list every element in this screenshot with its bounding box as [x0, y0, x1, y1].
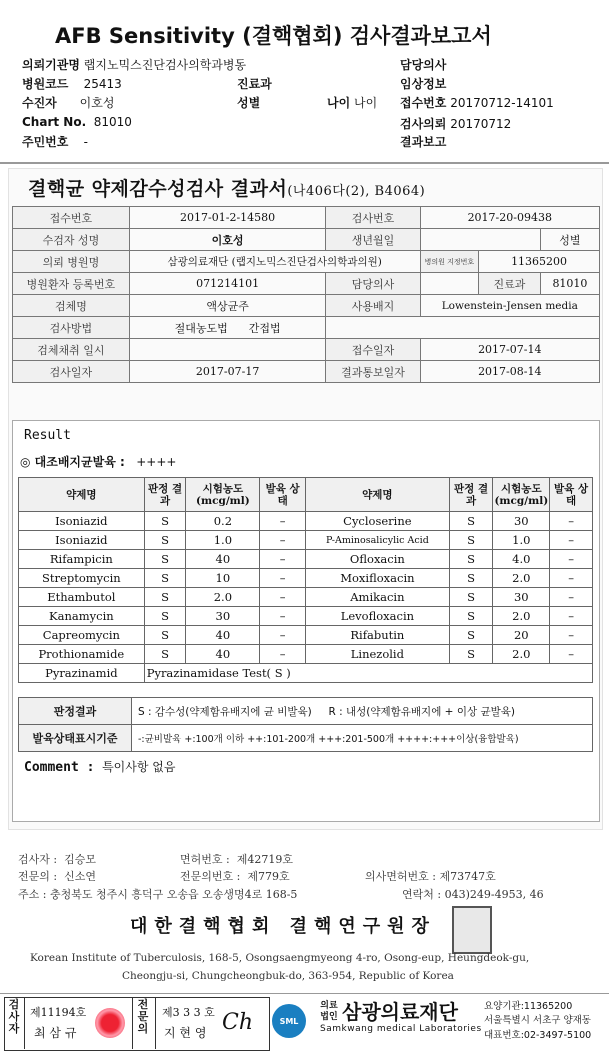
- header-row-2: 병원코드 25413: [22, 77, 122, 91]
- drug-growth: –: [260, 531, 306, 550]
- drug-concentration: 0.2: [186, 512, 260, 531]
- table-row: [19, 607, 593, 626]
- table-row: [19, 626, 593, 645]
- drug-result: S: [144, 588, 186, 607]
- header-sex-label: 성별: [237, 96, 261, 110]
- corp-label: 의료법인: [320, 1001, 338, 1022]
- control-growth: ◎ 대조배지균발육 : ++++: [20, 455, 177, 469]
- institute-name: 대한결핵협회 결핵연구원장: [130, 916, 436, 937]
- table-row: [19, 588, 593, 607]
- md-license-line: 의사면허번호 : 제73747호: [365, 870, 496, 883]
- drug-growth: –: [550, 645, 593, 664]
- legend-table: [18, 697, 593, 752]
- drug-name: Isoniazid: [19, 531, 145, 550]
- drug-susceptibility-table: [18, 477, 593, 683]
- drug-result: S: [449, 626, 493, 645]
- report-title: AFB Sensitivity (결핵협회) 검사결과보고서: [55, 24, 492, 48]
- company-phone: 대표번호:02-3497-5100: [484, 1030, 592, 1041]
- drug-result: S: [144, 607, 186, 626]
- table-row: [19, 550, 593, 569]
- drug-concentration: 40: [186, 645, 260, 664]
- header-attending-label: 담당의사: [400, 58, 447, 72]
- drug-name: Kanamycin: [19, 607, 145, 626]
- drug-growth: –: [260, 512, 306, 531]
- drug-growth: –: [260, 645, 306, 664]
- table-row: 검사방법 절대농도법 간접법: [13, 317, 600, 339]
- drug-growth: –: [550, 569, 593, 588]
- drug-concentration: 2.0: [493, 645, 550, 664]
- header-divider: [0, 162, 609, 164]
- drug-name: Amikacin: [306, 588, 450, 607]
- drug-concentration: 20: [493, 626, 550, 645]
- table-row: 검사일자 2017-07-17 결과통보일자 2017-08-14: [13, 361, 600, 383]
- drug-concentration: 10: [186, 569, 260, 588]
- drug-name: Ofloxacin: [306, 550, 450, 569]
- table-row: [19, 569, 593, 588]
- drug-result: S: [449, 607, 493, 626]
- drug-growth: –: [260, 588, 306, 607]
- table-row: Pyrazinamid Pyrazinamidase Test( S ): [19, 664, 593, 683]
- drug-concentration: 30: [493, 512, 550, 531]
- drug-growth: –: [550, 588, 593, 607]
- drug-concentration: 4.0: [493, 550, 550, 569]
- drug-concentration: 30: [493, 588, 550, 607]
- phone-line: 연락처 : 043)249-4953, 46: [402, 888, 544, 901]
- drug-growth: –: [260, 569, 306, 588]
- drug-concentration: 30: [186, 607, 260, 626]
- drug-result: S: [144, 550, 186, 569]
- drug-result: S: [144, 512, 186, 531]
- header-receipt: 접수번호 20170712-14101: [400, 96, 554, 110]
- drug-concentration: 1.0: [493, 531, 550, 550]
- drug-name: Streptomycin: [19, 569, 145, 588]
- institute-address-en-2: Cheongju-si, Chungcheongbuk-do, 363-954, Republic of Korea: [122, 970, 454, 982]
- table-row: [19, 531, 593, 550]
- company-name: 삼광의료재단: [342, 1000, 458, 1024]
- drug-name: Linezolid: [306, 645, 450, 664]
- institute-seal-icon: [452, 906, 492, 954]
- header-row-3: 수진자 이호성: [22, 96, 115, 110]
- drug-result: S: [449, 550, 493, 569]
- drug-growth: –: [550, 531, 593, 550]
- drug-concentration: 1.0: [186, 531, 260, 550]
- drug-name: Isoniazid: [19, 512, 145, 531]
- table-row: 발육상태표시기준 -:균비발육 +:100개 이하 ++:101-200개 +++:201-500개 ++++:+++이상(융합발육): [19, 725, 593, 752]
- specialist-line: 전문의 : 신소연: [18, 870, 96, 883]
- drug-growth: –: [550, 512, 593, 531]
- drug-concentration: 2.0: [493, 569, 550, 588]
- drug-name: Rifabutin: [306, 626, 450, 645]
- table-row: [19, 512, 593, 531]
- drug-concentration: 2.0: [493, 607, 550, 626]
- drug-growth: –: [260, 550, 306, 569]
- company-name-en: Samkwang medical Laboratories: [320, 1024, 482, 1034]
- drug-growth: –: [550, 607, 593, 626]
- drug-result: S: [449, 531, 493, 550]
- drug-name: Moxifloxacin: [306, 569, 450, 588]
- specialist-vertical-label: 전문의: [137, 998, 149, 1035]
- drug-result: S: [144, 645, 186, 664]
- address-line: 주소 : 충청북도 청주시 흥덕구 오송읍 오송생명4로 168-5: [18, 888, 298, 901]
- drug-result: S: [449, 512, 493, 531]
- drug-growth: –: [550, 626, 593, 645]
- drug-name: Ethambutol: [19, 588, 145, 607]
- header-row-4: Chart No. 81010: [22, 115, 132, 129]
- header-clinical-label: 임상정보: [400, 77, 447, 91]
- drug-name: Levofloxacin: [306, 607, 450, 626]
- header-row-5: 주민번호 -: [22, 135, 88, 149]
- header-report-label: 결과보고: [400, 135, 447, 149]
- drug-name: P-Aminosalicylic Acid: [306, 531, 450, 550]
- table-row: [19, 645, 593, 664]
- specialist-no: 제3 3 3 호: [162, 1006, 215, 1019]
- table-header-row: 약제명 판정 결과 시험농도 (mcg/ml) 발육 상태 약제명 판정 결과 시험농도 (mcg/ml) 발육 상태: [19, 478, 593, 512]
- drug-concentration: 40: [186, 626, 260, 645]
- sml-logo-icon: SML: [272, 1004, 306, 1038]
- table-row: 병원환자 등록번호 071214101 담당의사 진료과 81010: [13, 273, 600, 295]
- drug-concentration: 2.0: [186, 588, 260, 607]
- drug-growth: –: [260, 626, 306, 645]
- company-code: 요양기관:11365200: [484, 1001, 573, 1012]
- table-row: 수검자 성명 이호성 생년월일 성별: [13, 229, 600, 251]
- drug-growth: –: [260, 607, 306, 626]
- drug-name: Cycloserine: [306, 512, 450, 531]
- license-line: 면허번호 : 제42719호: [180, 853, 293, 866]
- signature-icon: Ch: [222, 1010, 254, 1035]
- specialist-name: 지 현 영: [164, 1026, 207, 1040]
- header-row-1: 의뢰기관명 랩지노믹스진단검사의학과병동: [22, 58, 247, 72]
- spec-license-line: 전문의번호 : 제779호: [180, 870, 290, 883]
- table-row: 의뢰 병원명 삼광의료재단 (랩지노믹스진단검사의학과의원) 병의원 지정번호 11365200: [13, 251, 600, 273]
- header-request: 검사의뢰 20170712: [400, 117, 512, 131]
- tester-no: 제11194호: [30, 1006, 87, 1019]
- drug-result: S: [144, 569, 186, 588]
- seal-icon: [95, 1008, 125, 1038]
- header-age: 나이 나이: [327, 96, 378, 110]
- drug-name: Capreomycin: [19, 626, 145, 645]
- drug-result: S: [449, 588, 493, 607]
- drug-result: S: [449, 569, 493, 588]
- table-row: 접수번호 2017-01-2-14580 검사번호 2017-20-09438: [13, 207, 600, 229]
- table-row: 판정결과 S : 감수성(약제함유배지에 균 비발육) R : 내성(약제함유배지에 + 이상 균발육): [19, 698, 593, 725]
- drug-name: Prothionamide: [19, 645, 145, 664]
- drug-growth: –: [550, 550, 593, 569]
- comment: Comment : 특이사항 없음: [24, 760, 176, 775]
- tester-line: 검사자 : 김승모: [18, 853, 96, 866]
- specimen-info-table: [12, 206, 600, 383]
- result-label: Result: [24, 428, 71, 443]
- drug-concentration: 40: [186, 550, 260, 569]
- tester-name: 최 삼 규: [34, 1026, 77, 1040]
- drug-result: S: [449, 645, 493, 664]
- drug-result: S: [144, 626, 186, 645]
- header-dept-label: 진료과: [237, 77, 272, 91]
- drug-result: S: [144, 531, 186, 550]
- report-heading: 결핵균 약제감수성검사 결과서(나406다(2), B4064): [28, 178, 426, 200]
- table-row: 검체채취 일시 접수일자 2017-07-14: [13, 339, 600, 361]
- table-row: 검체명 액상균주 사용배지 Lowenstein-Jensen media: [13, 295, 600, 317]
- company-address: 서울특별시 서초구 양재동: [484, 1015, 591, 1026]
- drug-name: Rifampicin: [19, 550, 145, 569]
- tester-vertical-label: 검사자: [8, 998, 20, 1035]
- institute-address-en-1: Korean Institute of Tuberculosis, 168-5, Osongsaengmyeong 4-ro, Osong-eup, Heungdeok-gu,: [30, 952, 530, 964]
